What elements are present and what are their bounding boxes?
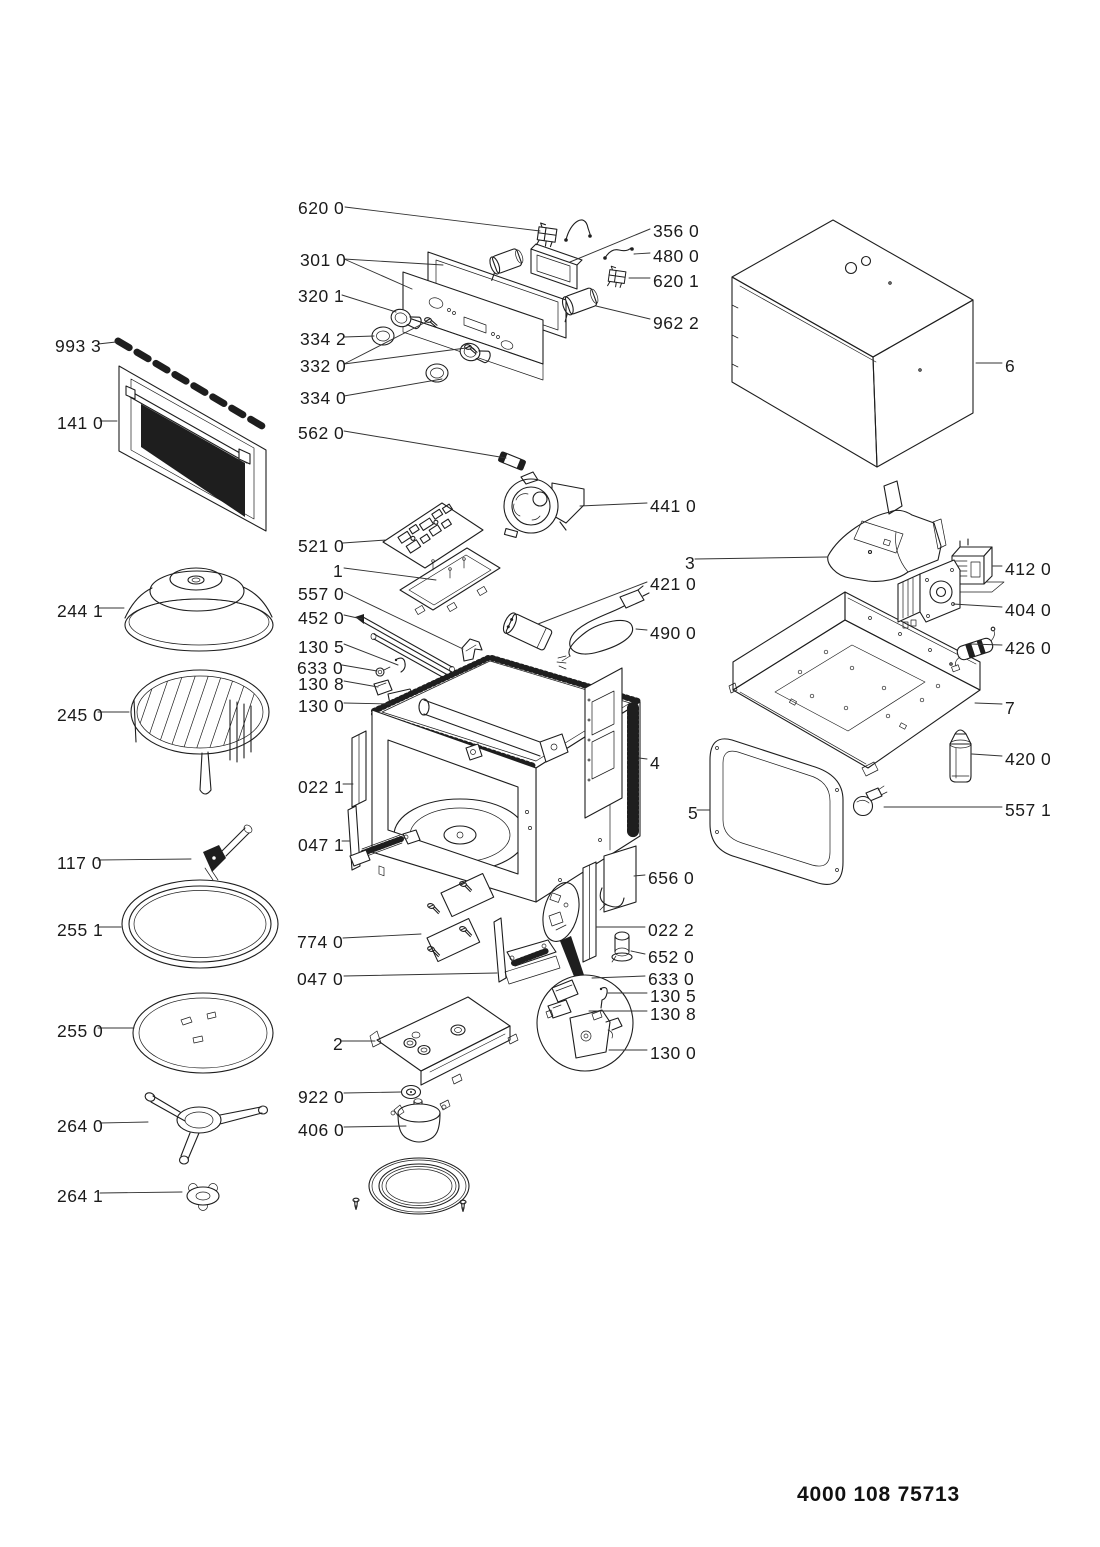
thermostat-clip: [854, 786, 888, 816]
callout-334-2: 334 2: [300, 329, 347, 349]
callout-521-0: 521 0: [298, 536, 345, 556]
callout-244-1: 244 1: [57, 601, 104, 621]
callout-4: 4: [650, 753, 661, 773]
knob-334-0: [426, 364, 448, 382]
callout-356-0: 356 0: [653, 221, 700, 241]
callout-7: 7: [1005, 698, 1016, 718]
bottom-plate: [370, 997, 518, 1085]
callout-490-0: 490 0: [650, 623, 697, 643]
callout-922-0: 922 0: [298, 1087, 345, 1107]
callout-3: 3: [685, 553, 696, 573]
callout-301-0: 301 0: [300, 250, 347, 270]
callout-130-5: 130 5: [298, 637, 345, 657]
outer-case: [732, 220, 973, 467]
callout-441-0: 441 0: [650, 496, 697, 516]
callout-420-0: 420 0: [1005, 749, 1052, 769]
callout-404-0: 404 0: [1005, 600, 1052, 620]
callout-130-8-b: 130 8: [650, 1004, 697, 1024]
washer: [402, 1086, 421, 1099]
glass-plate: [133, 993, 273, 1073]
motor-962-2: [557, 286, 602, 321]
capacitor: [501, 611, 553, 651]
callout-1: 1: [333, 561, 344, 581]
callout-406-0: 406 0: [298, 1120, 345, 1140]
display-module-356-0: [531, 244, 582, 289]
front-trim-frame: [710, 739, 843, 885]
knob-334-2: [372, 327, 394, 345]
roller-spider: [144, 1091, 268, 1164]
wire-harness-480-0: [603, 247, 634, 260]
interlock-switch-620-1: [608, 266, 627, 288]
callout-633-0-b: 633 0: [648, 969, 695, 989]
callout-620-0: 620 0: [298, 198, 345, 218]
callout-412-0: 412 0: [1005, 559, 1052, 579]
trim-strip-left: [352, 731, 366, 807]
turntable-motor: [391, 1099, 450, 1142]
callout-320-1: 320 1: [298, 286, 345, 306]
chassis-base: [729, 592, 980, 776]
turntable-ring-glass: [122, 880, 278, 968]
door: [119, 366, 266, 531]
callout-557-0: 557 0: [298, 584, 345, 604]
wire-clip: [564, 220, 592, 242]
trim-strip-right: [583, 862, 596, 962]
callout-656-0: 656 0: [648, 868, 695, 888]
thermostat-bracket: [462, 639, 482, 661]
callout-421-0: 421 0: [650, 574, 697, 594]
mounting-plates: [426, 874, 493, 962]
callout-652-0: 652 0: [648, 947, 695, 967]
callout-141-0: 141 0: [57, 413, 104, 433]
callout-557-1: 557 1: [1005, 800, 1052, 820]
callout-562-0: 562 0: [298, 423, 345, 443]
callout-255-0: 255 0: [57, 1021, 104, 1041]
callout-2: 2: [333, 1034, 344, 1054]
waveguide-bracket: [600, 846, 636, 912]
magnetron: [898, 560, 960, 628]
air-duct: [828, 481, 946, 581]
dome-cover: [125, 568, 273, 651]
callout-047-0: 047 0: [297, 969, 344, 989]
door-latch-lower: [494, 918, 560, 984]
callout-6: 6: [1005, 356, 1016, 376]
callout-130-0: 130 0: [298, 696, 345, 716]
oven-cavity: [372, 656, 640, 902]
fuse: [498, 451, 526, 470]
callout-480-0: 480 0: [653, 246, 700, 266]
callout-130-0-b: 130 0: [650, 1043, 697, 1063]
callout-5: 5: [688, 803, 699, 823]
motor-panel: [484, 247, 526, 280]
grip-handle: [203, 823, 254, 880]
callout-452-0: 452 0: [298, 608, 345, 628]
fan-assembly: [504, 472, 584, 537]
callout-962-2: 962 2: [653, 313, 700, 333]
callout-047-1: 047 1: [298, 835, 345, 855]
callout-426-0: 426 0: [1005, 638, 1052, 658]
roller-ring-assembly: [353, 1158, 469, 1214]
callout-993-3: 993 3: [55, 336, 102, 356]
callout-264-0: 264 0: [57, 1116, 104, 1136]
wire-rack: [90, 668, 269, 794]
callout-620-1: 620 1: [653, 271, 700, 291]
callout-130-8: 130 8: [298, 674, 345, 694]
callout-774-0: 774 0: [297, 932, 344, 952]
spacer-bushing: [612, 932, 632, 962]
callout-264-1: 264 1: [57, 1186, 104, 1206]
callout-334-0: 334 0: [300, 388, 347, 408]
document-number: 4000 108 75713: [797, 1483, 961, 1506]
callout-245-0: 245 0: [57, 705, 104, 725]
lamp: [950, 730, 971, 782]
callout-633-0: 633 0: [297, 658, 344, 678]
callout-130-5-b: 130 5: [650, 986, 697, 1006]
callout-255-1: 255 1: [57, 920, 104, 940]
turntable-coupler: [187, 1184, 219, 1211]
callout-332-0: 332 0: [300, 356, 347, 376]
interlock-switch-620-0: [537, 223, 558, 247]
callout-022-2: 022 2: [648, 920, 695, 940]
callout-022-1: 022 1: [298, 777, 345, 797]
callout-117-0: 117 0: [57, 853, 102, 873]
